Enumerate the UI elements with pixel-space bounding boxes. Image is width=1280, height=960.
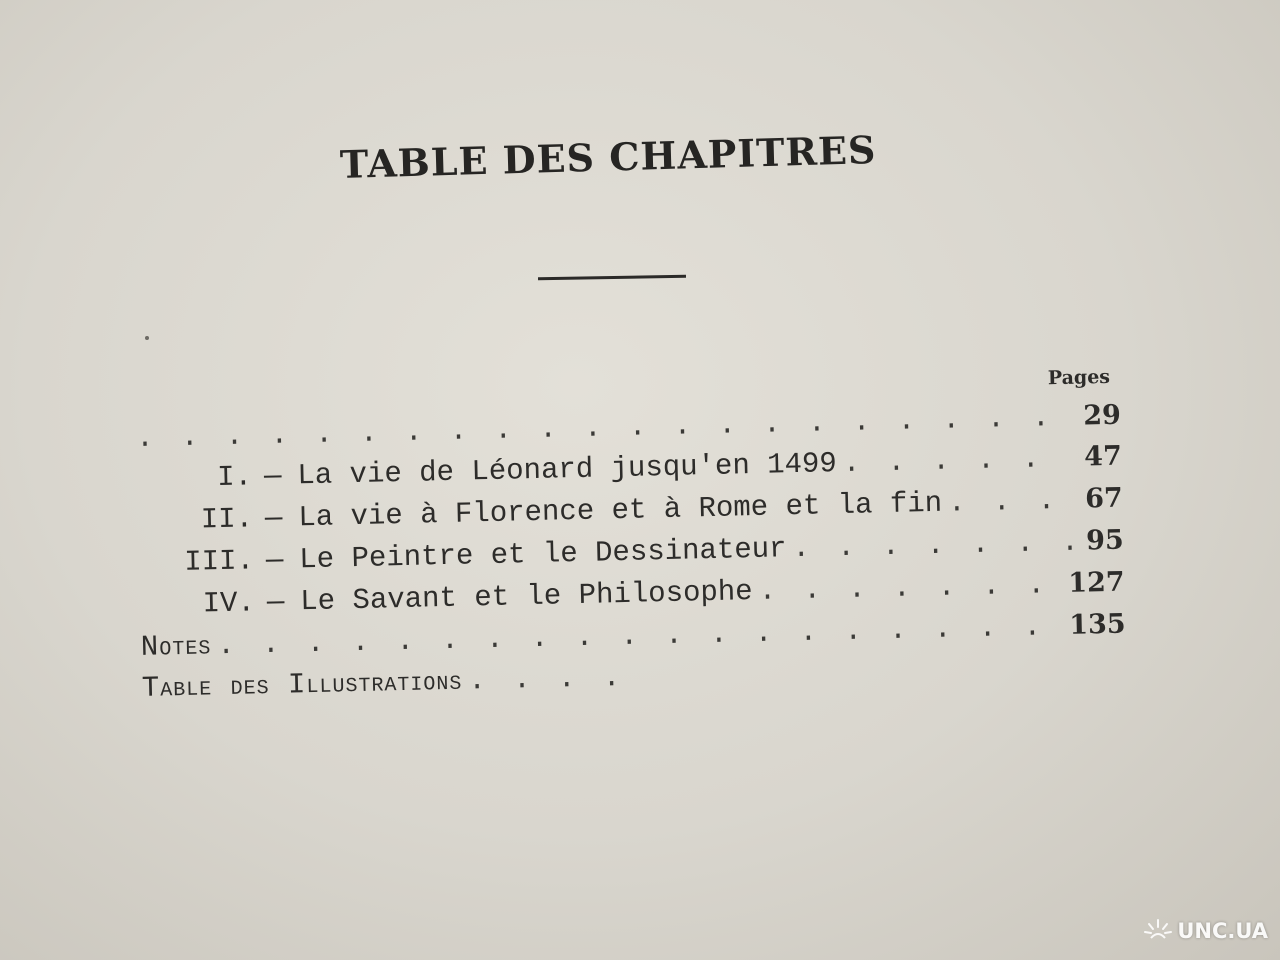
page-number: 47 xyxy=(1083,440,1123,473)
illustrations-title: Table des Illustrations xyxy=(141,664,463,705)
chapter-title: La vie de Léonard jusqu'en 1499 xyxy=(297,447,838,493)
page-title: TABLE DES CHAPITRES xyxy=(339,127,877,187)
page-number: 127 xyxy=(1067,566,1126,599)
chapter-number: III. xyxy=(183,544,255,579)
chapter-dash: — xyxy=(265,543,284,578)
dot-leader xyxy=(842,442,1072,480)
chapter-dash: — xyxy=(266,585,285,620)
table-of-contents xyxy=(135,365,1126,705)
chapter-number: II. xyxy=(200,502,254,537)
page-number: 135 xyxy=(1068,608,1126,641)
chapter-title: Le Peintre et le Dessinateur xyxy=(298,532,787,577)
dot-leader xyxy=(792,526,1074,565)
dot-leader xyxy=(758,568,1056,608)
page-number: 67 xyxy=(1084,482,1124,515)
dot-leader xyxy=(948,484,1074,520)
page-number: 95 xyxy=(1085,524,1125,557)
paper-speck xyxy=(145,336,149,340)
chapter-number: I. xyxy=(216,460,253,495)
chapter-number: IV. xyxy=(202,586,256,621)
dot-leader xyxy=(468,661,625,698)
chapter-title: La vie à Florence et à Rome et la fin xyxy=(298,486,943,535)
site-watermark xyxy=(1143,916,1268,946)
page-number: 29 xyxy=(1082,399,1122,432)
title-rule xyxy=(538,275,686,281)
chapter-title: Le Savant et le Philosophe xyxy=(299,575,754,619)
watermark-text: UNC.UA xyxy=(1177,919,1268,943)
sun-rays-icon xyxy=(1143,916,1173,946)
notes-title: Notes xyxy=(140,629,212,664)
pages-column-header: Pages xyxy=(1047,365,1111,390)
chapter-dash: — xyxy=(263,459,282,494)
chapter-dash: — xyxy=(264,501,283,536)
